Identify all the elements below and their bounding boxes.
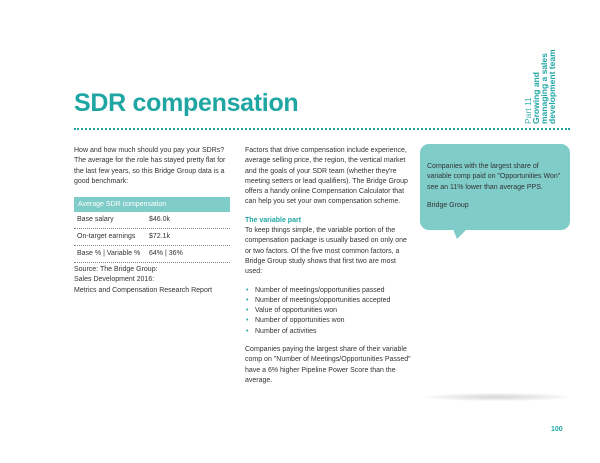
part-name-line2: managing a sales — [539, 53, 549, 124]
callout-content — [427, 162, 565, 211]
page-title: SDR compensation — [74, 89, 299, 117]
comp-table-title: Average SDR compensation — [74, 197, 230, 212]
table-cell-value: $72.1k — [149, 233, 171, 240]
intro-paragraph: How and how much should you pay your SDRs? The average for the role has stayed pretty flat for the last few years, so this Bridge Group data is a good benchmark: — [74, 147, 226, 185]
part-name-line3: development team — [547, 49, 557, 124]
source-line: Source: The Bridge Group: — [74, 266, 158, 273]
table-row — [74, 212, 230, 229]
factors-paragraph: Factors that drive compensation include experience, average selling price, the region, the vertical market and the goals of your SDR team (whether they're meeting setters or lead qualifiers). The Bridge Group offers a handy online Compensation Calculator that can help you set your own compensation scheme. — [245, 147, 408, 206]
table-cell-label: Base % | Variable % — [77, 250, 141, 257]
factors-list — [245, 286, 415, 337]
list-item: • Number of meetings/opportunities accepted — [245, 296, 415, 306]
list-item: • Number of meetings/opportunities passed — [245, 286, 415, 296]
comp-table — [74, 212, 230, 263]
table-cell-value: 64% | 36% — [149, 250, 183, 257]
table-cell-label: On-target earnings — [77, 233, 136, 240]
closing-paragraph: Companies paying the largest share of their variable comp on "Number of Meetings/Opportunities Passed" have a 6% higher Pipeline Power Score than the average. — [245, 346, 411, 384]
list-item: • Number of opportunities won — [245, 316, 415, 326]
table-row — [74, 229, 230, 246]
source-line: Sales Development 2016: — [74, 276, 155, 284]
variable-part-heading: The variable part — [245, 216, 302, 224]
part-name-line1: Growing and — [531, 72, 541, 124]
part-number: Part 11 — [523, 97, 533, 124]
callout-text: Companies with the largest share of variable comp paid on "Opportunities Won" see an 11% lower than average PPS. — [427, 163, 561, 191]
section-label — [524, 49, 556, 124]
source-citation — [74, 265, 234, 296]
column-left — [74, 146, 230, 187]
column-middle — [245, 146, 415, 386]
callout-source: Bridge Group — [427, 201, 469, 209]
source-line: Metrics and Compensation Research Report — [74, 286, 213, 294]
callout-tail — [453, 229, 467, 239]
title-divider — [74, 128, 570, 130]
list-item: • Value of opportunities won — [245, 306, 415, 316]
list-item: • Number of activities — [245, 327, 415, 337]
table-row — [74, 246, 230, 263]
decorative-shadow — [424, 393, 570, 401]
page-number: 100 — [551, 426, 563, 433]
variable-part-paragraph: To keep things simple, the variable portion of the compensation package is usually based on only one or two factors. Of the five most common factors, a Bridge Group study shows that first two are most used: — [245, 227, 407, 276]
table-cell-label: Base salary — [77, 216, 114, 223]
table-cell-value: $46.0k — [149, 216, 171, 223]
